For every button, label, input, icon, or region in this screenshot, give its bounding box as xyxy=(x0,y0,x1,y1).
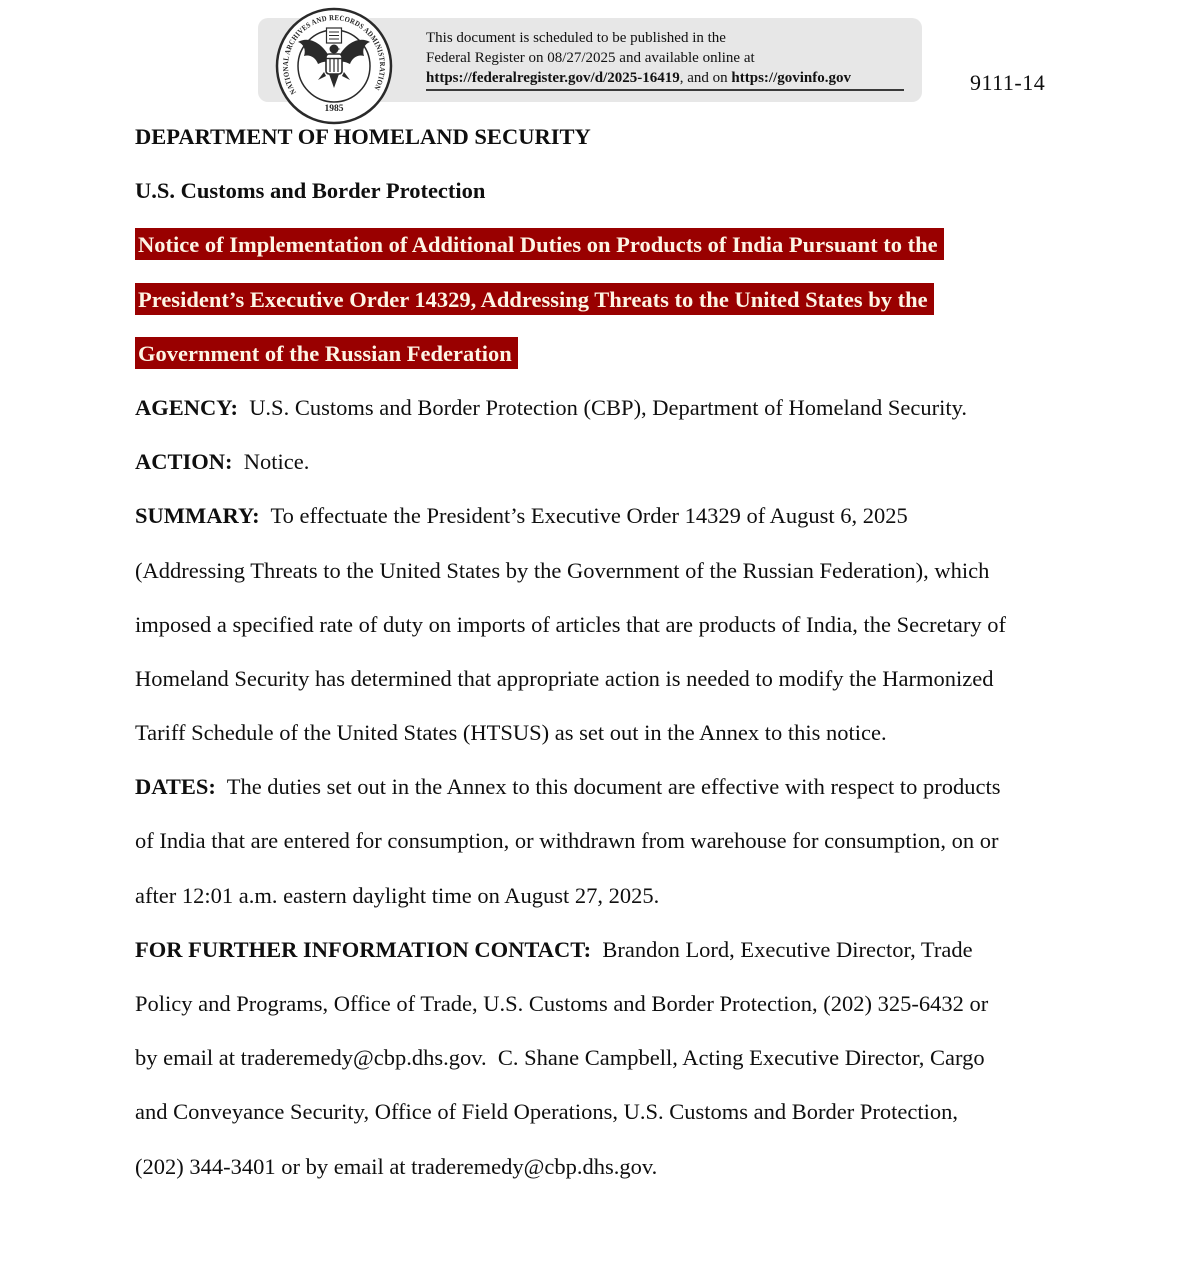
notice-title-line-3 xyxy=(135,327,1006,381)
text-segment: Homeland Security has determined that appropriate action is needed to modify the Harmonized xyxy=(135,665,994,691)
agency-subheading xyxy=(135,164,1006,218)
dates-line-3 xyxy=(135,869,1006,923)
summary-line-2 xyxy=(135,544,1006,598)
action-line xyxy=(135,435,1006,489)
text-segment: and Conveyance Security, Office of Field Operations, U.S. Customs and Border Protection, xyxy=(135,1099,958,1125)
agency-line xyxy=(135,381,1006,435)
contact-line-1 xyxy=(135,923,1006,977)
notice-title-line-1 xyxy=(135,218,1006,272)
contact-line-3 xyxy=(135,1031,1006,1085)
national-archives-seal xyxy=(274,6,394,126)
seal-year: 1985 xyxy=(324,104,344,114)
text-segment: after 12:01 a.m. eastern daylight time on August 27, 2025. xyxy=(135,882,660,908)
contact-line-2 xyxy=(135,977,1006,1031)
text-segment: Policy and Programs, Office of Trade, U.S. Customs and Border Protection, (202) 325-6432 or xyxy=(135,991,989,1016)
text-segment: The duties set out in the Annex to this document are effective with respect to products xyxy=(215,774,1001,800)
federalregister-link[interactable]: https://federalregister.gov/d/2025-16419 xyxy=(426,70,680,86)
text-segment: Tariff Schedule of the United States (HTSUS) as set out in the Annex to this notice. xyxy=(135,720,887,746)
text-segment: AGENCY: xyxy=(135,394,238,420)
billing-code: 9111-14 xyxy=(970,70,1046,95)
text-segment: DATES: xyxy=(135,774,216,800)
publication-note-line-1: This document is scheduled to be published in the xyxy=(426,30,726,46)
text-segment: of India that are entered for consumption, or withdrawn from warehouse for consumption, on or xyxy=(135,828,999,854)
text-segment: Government of the Russian Federation xyxy=(135,337,518,369)
seal-ring-text: NATIONAL ARCHIVES AND RECORDS ADMINISTRATION xyxy=(280,12,388,97)
contact-line-5 xyxy=(135,1140,1006,1194)
publication-note-line-3 xyxy=(426,68,904,91)
text-segment: To effectuate the President’s Executive Order 14329 of August 6, 2025 xyxy=(259,503,908,529)
text-segment: U.S. Customs and Border Protection (CBP), Department of Homeland Security. xyxy=(237,394,968,420)
notice-title-line-2 xyxy=(135,273,1006,327)
department-heading xyxy=(135,110,1006,164)
dates-line-1 xyxy=(135,760,1006,814)
publication-note-line-2: Federal Register on 08/27/2025 and available online at xyxy=(426,50,755,66)
text-segment: DEPARTMENT OF HOMELAND SECURITY xyxy=(135,124,591,149)
text-segment: FOR FURTHER INFORMATION CONTACT: xyxy=(135,936,592,962)
text-segment: ACTION: xyxy=(135,449,233,475)
text-segment: Notice of Implementation of Additional Duties on Products of India Pursuant to the xyxy=(135,228,944,260)
text-segment: U.S. Customs and Border Protection xyxy=(135,178,486,204)
text-segment: President’s Executive Order 14329, Addressing Threats to the United States by the xyxy=(135,283,934,315)
govinfo-link[interactable]: https://govinfo.gov xyxy=(731,70,852,86)
text-segment: imposed a specified rate of duty on imports of articles that are products of India, the Secretary of xyxy=(135,611,1006,637)
contact-line-4 xyxy=(135,1085,1006,1139)
summary-line-1 xyxy=(135,489,1006,543)
summary-line-4 xyxy=(135,652,1006,706)
text-segment: Notice. xyxy=(232,449,310,475)
text-segment: SUMMARY: xyxy=(135,503,260,529)
text-segment: by email at traderemedy@cbp.dhs.gov. C. Shane Campbell, Acting Executive Director, Cargo xyxy=(135,1045,985,1071)
text-segment: Brandon Lord, Executive Director, Trade xyxy=(591,936,973,962)
text-segment: (202) 344-3401 or by email at traderemedy@cbp.dhs.gov. xyxy=(135,1153,658,1179)
summary-line-5 xyxy=(135,706,1006,760)
publication-note-text xyxy=(426,28,904,91)
dates-line-2 xyxy=(135,814,1006,868)
document-body xyxy=(135,110,1006,1194)
link-separator-text: , and on xyxy=(679,70,732,86)
summary-line-3 xyxy=(135,598,1006,652)
text-segment: (Addressing Threats to the United States by the Government of the Russian Federation), which xyxy=(135,557,990,583)
